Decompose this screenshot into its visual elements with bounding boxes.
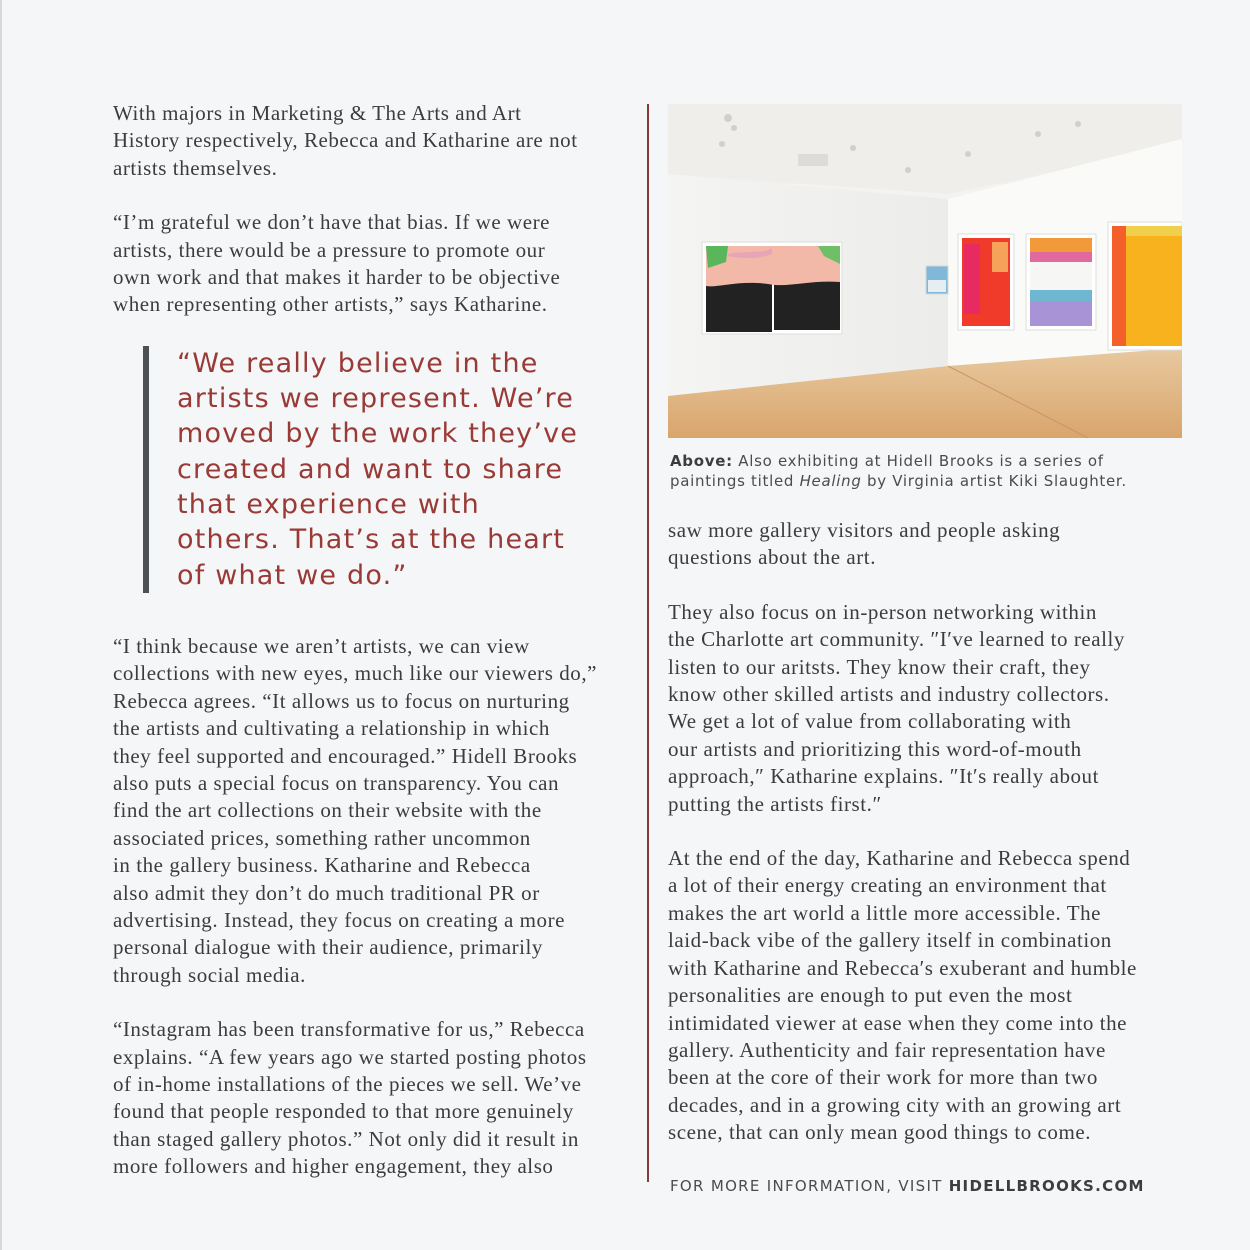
caption-text-before: Also exhibiting at Hidell Brooks is a series of paintings titled	[670, 452, 1104, 490]
right-column	[668, 104, 1182, 1195]
caption-title: Healing	[799, 472, 862, 490]
column-divider	[647, 104, 649, 1182]
photo-caption	[670, 451, 1182, 491]
caption-label: Above:	[670, 452, 733, 470]
new-eyes-paragraph: “I think because we aren’t artists, we can view collections with new eyes, much like our viewers do,” Rebecca agrees. “It allows us to focus on nurturing the artists and cultivating a relationship in which they feel supported and encouraged.” Hidell Brooks also puts a special focus on transparency. You can find the art collections on their website with the associated prices, something rather uncommon in the gallery business. Katharine and Rebecca also admit they don’t do much traditional PR or advertising. Instead, they focus on creating a more personal dialogue with their audience, primarily through social media.	[113, 633, 598, 987]
pull-quote: “We really believe in the artists we represent. We’re moved by the work they’ve created and want to share that experience with others. That’s at the heart of what we do.”	[143, 346, 633, 593]
instagram-paragraph: “Instagram has been transformative for us,” Rebecca explains. “A few years ago we started posting photos of in-home installations of the pieces we sell. We’ve found that people responded to that more genuinely than staged gallery photos.” Not only did it result in more followers and higher engagement, they also	[113, 1017, 587, 1179]
page-edge	[0, 0, 2, 1250]
more-info-line	[670, 1177, 1182, 1195]
networking-paragraph: They also focus on in-person networking within the Charlotte art community. ″I′ve learned to really listen to our aritsts. They know their craft, they know other skilled artists and industry collectors. We get a lot of value from collaborating with our artists and prioritizing this word-of-mouth approach,″ Katharine explains. ″It′s really about putting the artists first.″	[668, 599, 1125, 816]
caption-text-after: by Virginia artist Kiki Slaughter.	[861, 472, 1127, 490]
grateful-paragraph: “I’m grateful we don’t have that bias. If we were artists, there would be a pressure to promote our own work and that makes it harder to be objective when representing other artists,” says Katharine.	[113, 210, 561, 317]
left-column	[113, 100, 633, 1208]
more-info-prefix: FOR MORE INFORMATION, VISIT	[670, 1176, 949, 1195]
visitors-paragraph: saw more gallery visitors and people asking questions about the art.	[668, 518, 1061, 570]
conclusion-paragraph: At the end of the day, Katharine and Rebecca spend a lot of their energy creating an environment that makes the art world a little more accessible. The laid-back vibe of the gallery itself in combination with Katharine and Rebecca′s exuberant and humble personalities are enough to put even the most intimidated viewer at ease when they come into the gallery. Authenticity and fair representation have been at the core of their work for more than two decades, and in a growing city with an growing art scene, that can only mean good things to come.	[668, 846, 1137, 1145]
intro-paragraph: With majors in Marketing & The Arts and Art History respectively, Rebecca and Katharine are not artists themselves.	[113, 101, 578, 180]
website-link[interactable]: HIDELLBROOKS.COM	[948, 1176, 1145, 1195]
gallery-photo	[668, 104, 1182, 438]
